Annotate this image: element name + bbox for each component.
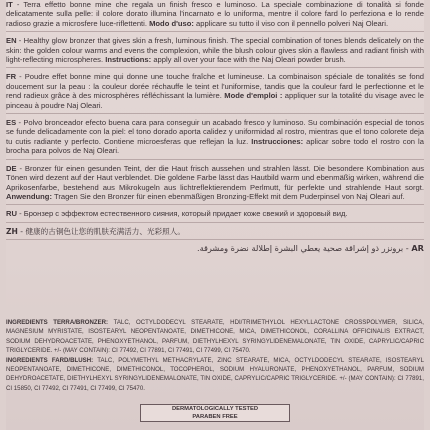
description-text: Polvo bronceador efecto buena cara para conseguir un acabado fresco y luminoso. Su combinación especial de tonos se funde delicadamente con la piel: el tono dorado aporta calidez y uniformidad al rostro, mientras que el tono colorete deja tu cutis radiante y perfecto. Contiene microesferas que reflejan la luz. bbox=[6, 118, 425, 146]
language-code: ZH bbox=[6, 226, 18, 236]
dermatologically-tested-badge bbox=[140, 404, 290, 422]
paragraph-ar: AR - برونزر ذو إشراقة صحية يعطي البشرة إطلالة نضرة ومشرقة. bbox=[196, 243, 424, 254]
instructions-label: Mode d'emploi : bbox=[224, 91, 283, 101]
description-text: برونزر ذو إشراقة صحية يعطي البشرة إطلالة نضرة ومشرقة. bbox=[196, 243, 404, 254]
paragraph-it: IT - Terra effetto bonne mine che regala un finish fresco e luminoso. La speciale combinazione di tonalità si fonde delicatamente sulla pelle: il colore dorato illumina l'incarnato e lo uniforma, mentre il colore fard lo perfeziona e lo rende radioso grazie a microsfere luce-riflettenti. Modo d'uso: applicare su tutto il viso con il pennello polveri Naj Oleari. bbox=[6, 0, 424, 28]
paragraph-en: EN - Healthy glow bronzer that gives skin a fresh, luminous finish. The special combination of tones blends delicately on the skin: the golden colour warms and evens the complexion, while the blush colour gives skin a flawless and radiant finish with light-reflecting microspheres. Instructions: apply all over your face with the Naj Oleari powder brush. bbox=[6, 36, 424, 65]
paragraph-zh: ZH - 健康的古铜色让您的肌肤充满活力、光彩照人。 bbox=[6, 226, 185, 236]
divider bbox=[6, 159, 424, 160]
paragraph-ru: RU - Бронзер с эффектом естественного сияния, который придает коже свежий и здоровый вид. bbox=[6, 209, 348, 219]
language-code: RU bbox=[6, 209, 17, 219]
description-text: Healthy glow bronzer that gives skin a fresh, luminous finish. The special combination of tones blends delicately on the skin: the golden colour warms and evens the complexion, while the blush colour gives skin a flawless and radiant finish with light-reflecting microspheres. bbox=[6, 36, 424, 65]
language-code: EN bbox=[6, 36, 17, 46]
paragraph-fr: FR - Poudre effet bonne mine qui donne une touche fraîche et lumineuse. La combinaison spéciale de tonalités se fond doucement sur la peau : la couleur dorée réchauffe le teint et l'uniformise, tandis que la couleur fard le perfectionne et le rend radieux grâce à des microsphères réfléchissant la lumière. Mode d'emploi : appliquer sur la totalité du visage avec le pinceau à poudre Naj Oleari. bbox=[6, 72, 425, 110]
instructions-label: Modo d'uso: bbox=[149, 18, 194, 28]
instructions-label: Instrucciones: bbox=[251, 136, 304, 146]
divider bbox=[6, 204, 424, 205]
badge-line: PARABEN FREE bbox=[192, 413, 238, 420]
instructions-text: aplicar sobre todo el rostro con la brocha para polvos de Naj Oleari. bbox=[6, 136, 424, 156]
paragraph-de: DE - Bronzer für einen gesunden Teint, der die Haut frisch aussehen und strahlen lässt. Die besondere Kombination aus Tönen wird dezent auf der Haut verblendet. Die goldene Farbe lässt das Hautbild warm und ebenmäßig wirken, während die Aprikosenfarbe, bestehend aus Mikrokugeln aus lichtreflektierendem Perlmutt, für perfekte und strahlende Haut sorgt. Anwendung: Tragen Sie den Bronzer für einen ebenmäßigen Bronzing-Effekt mit dem Puderpinsel von Naj Oleari auf. bbox=[6, 163, 424, 201]
instructions-label: Anwendung: bbox=[6, 191, 52, 201]
product-label bbox=[6, 0, 424, 430]
language-code: DE bbox=[6, 163, 17, 173]
instructions-text: Tragen Sie den Bronzer für einen ebenmäßigen Bronzing-Effekt mit dem Puderpinsel von Naj Oleari auf. bbox=[53, 191, 405, 201]
instructions-label: Instructions: bbox=[105, 55, 152, 65]
divider bbox=[6, 222, 424, 223]
language-code: FR bbox=[6, 72, 17, 82]
badge-line: DERMATOLOGICALLY TESTED bbox=[171, 406, 259, 412]
ingredients-list bbox=[6, 318, 424, 393]
divider bbox=[6, 113, 424, 114]
language-code: ES bbox=[6, 118, 17, 128]
instructions-text: applicare su tutto il viso con il pennello polveri Naj Oleari. bbox=[196, 18, 389, 28]
ingredients-blush bbox=[6, 356, 424, 394]
description-text: Бронзер с эффектом естественного сияния, который придает коже свежий и здоровый вид. bbox=[23, 209, 348, 219]
description-text: Bronzer für einen gesunden Teint, der die Haut frisch aussehen und strahlen lässt. Die besondere Kombination aus Tönen wird dezent auf der Haut verblendet. Die goldene Farbe lässt das Hautbild warm und ebenmäßig wirken, während die Aprikosenfarbe, bestehend aus Mikrokugeln aus lichtreflektierendem Perlmutt, für perfekte und strahlende Haut sorgt. bbox=[6, 163, 424, 192]
ingredients-label: INGREDIENTS FARD/BLUSH: bbox=[6, 356, 94, 364]
instructions-text: apply all over your face with the Naj Oleari powder brush. bbox=[153, 55, 346, 65]
description-text: Poudre effet bonne mine qui donne une touche fraîche et lumineuse. La combinaison spéciale de tonalités se fond doucement sur la peau : la couleur dorée réchauffe le teint et l'uniformise, tandis que la couleur fard le perfectionne et le rend radieux grâce à des microsphères réfléchissant la lumière. bbox=[6, 72, 425, 101]
divider bbox=[6, 31, 424, 32]
ingredients-bronzer bbox=[6, 318, 424, 356]
language-code: IT bbox=[6, 0, 13, 9]
description-text: Terra effetto bonne mine che regala un finish fresco e luminoso. La speciale combinazione di tonalità si fonde delicatamente sulla pelle: il colore dorato illumina l'incarnato e lo uniforma, mentre il colore fard lo perfeziona e lo rende radioso grazie a microsfere luce-riflettenti. bbox=[6, 0, 424, 28]
paragraph-es: ES - Polvo bronceador efecto buena cara para conseguir un acabado fresco y luminoso. Su combinación especial de tonos se funde delicadamente con la piel: el tono dorado aporta calidez y uniformidad al rostro, mientras que el tono colorete deja tu cutis radiante y perfecto. Contiene microesferas que reflejan la luz. Instrucciones: aplicar sobre todo el rostro con la brocha para polvos de Naj Oleari. bbox=[6, 118, 425, 156]
language-code: AR bbox=[411, 243, 424, 254]
divider bbox=[6, 239, 424, 240]
ingredients-label: INGREDIENTS TERRA/BRONZER: bbox=[6, 319, 109, 326]
instructions-text: appliquer sur la totalité du visage avec le pinceau à poudre Naj Oleari. bbox=[6, 91, 424, 110]
ingredients-text: TALC, OCTYLDODECYL STEARATE, HDI/TRIMETHYLOL HEXYLLACTONE CROSSPOLYMER, SILICA, MAGNESIUM MYRISTATE, ISOSTEARYL NEOPENTANOATE, DIMETHICONE, MICA, DIMETHICONOL, CORALLINA OFFICINALIS EXTRACT, SODIUM DEHYDROACETATE, PHENOXYETHANOL, PARFUM, DIETHYLHEXYL SYRINGYLIDENEMALONATE, TIN OXIDE, CAPRYLIC/CAPRIC TRIGLYCERIDE. +/- (MAY CONTAIN): CI 77492, CI 77891, CI 77491, CI 77499, CI 75470. bbox=[6, 319, 424, 355]
description-text: 健康的古铜色让您的肌肤充满活力、光彩照人。 bbox=[25, 226, 185, 236]
ingredients-text: TALC, POLYMETHYL METHACRYLATE, ZINC STEARATE, MICA, OCTYLDODECYL STEARATE, ISOSTEARYL NEOPENTANOATE, DIMETHICONE, DIMETHICONOL, TOCOPHEROL, SODIUM HYALURONATE, PHENOXYETHANOL, PARFUM, SODIUM DEHYDROACETATE, DIETHYLHEXYL SYRINGYLIDENEMALONATE, TIN OXIDE, CAPRYLIC/CAPRIC TRIGLYCERIDE. +/- (MAY CONTAIN): CI 77891, CI 15850, CI 77492, CI 77491, CI 77499, CI 75470. bbox=[6, 356, 424, 392]
multilingual-description bbox=[6, 0, 424, 254]
divider bbox=[6, 67, 424, 68]
